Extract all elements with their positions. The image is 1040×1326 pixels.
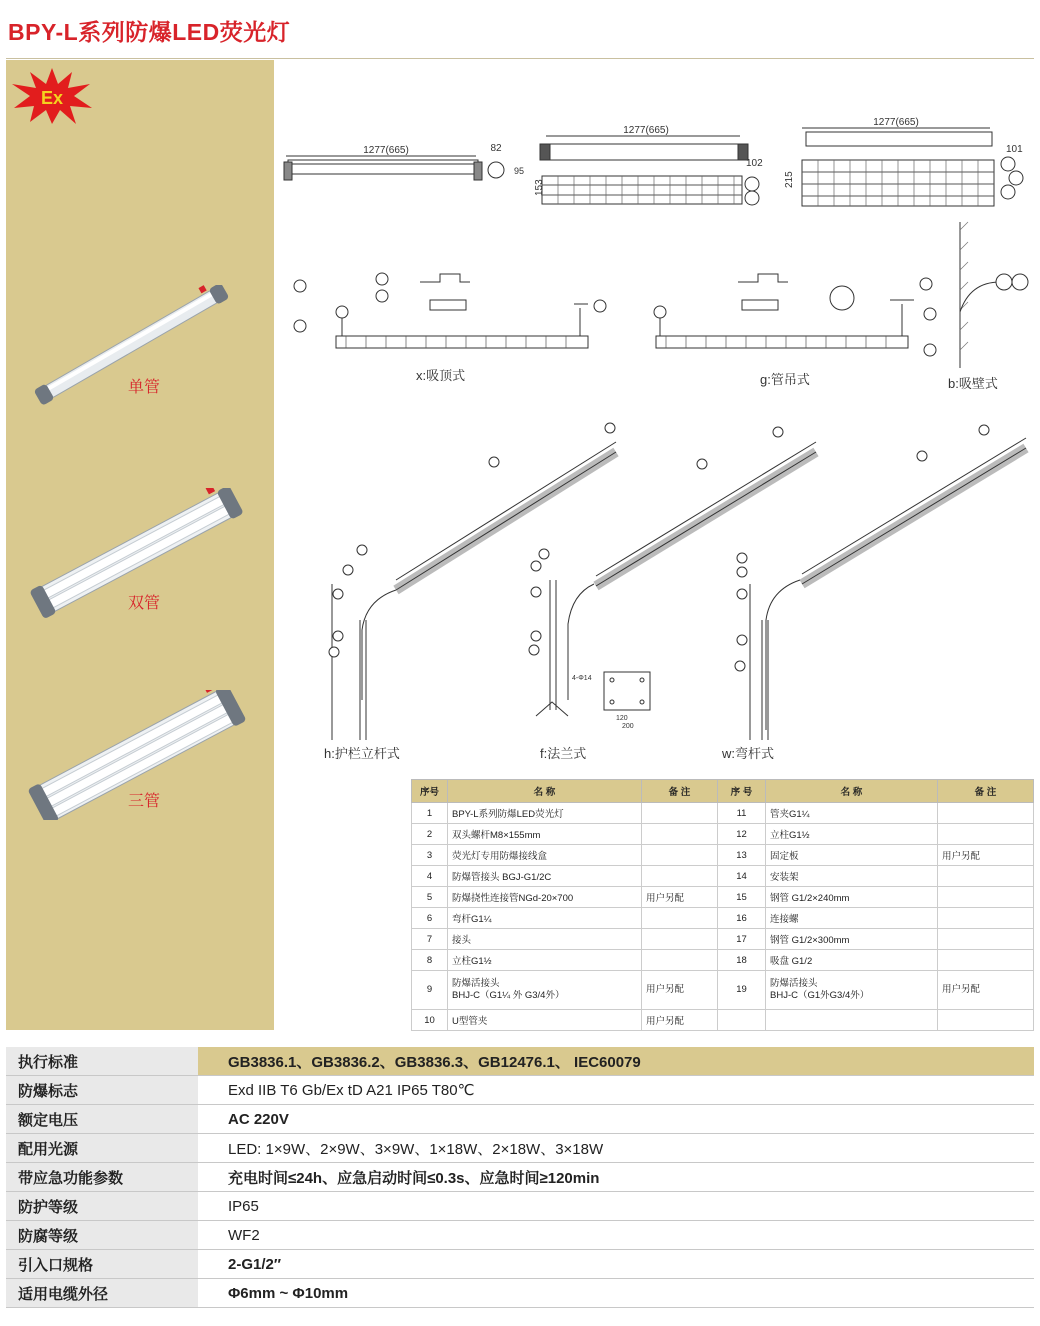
cell-name: 立柱G1½ bbox=[766, 824, 938, 845]
dim-single-width: 82 bbox=[490, 143, 502, 154]
cell-note: 用户另配 bbox=[642, 1010, 718, 1031]
single-tube-label: 单管 bbox=[128, 379, 161, 396]
spec-key: 额定电压 bbox=[6, 1105, 198, 1134]
triple-fixture-dimension-view bbox=[784, 117, 1023, 206]
spec-value: AC 220V bbox=[198, 1105, 1034, 1134]
cell-note bbox=[938, 824, 1034, 845]
wall-mount-label: b:吸壁式 bbox=[948, 376, 998, 391]
cell-no: 10 bbox=[412, 1010, 448, 1031]
table-row bbox=[412, 908, 1034, 929]
table-row bbox=[412, 1010, 1034, 1031]
dim-length-triple: 1277(665) bbox=[873, 117, 919, 128]
spec-value: WF2 bbox=[198, 1221, 1034, 1250]
col-header-no: 序号 bbox=[412, 780, 448, 803]
col-header-note-2: 备 注 bbox=[938, 780, 1034, 803]
table-row bbox=[412, 824, 1034, 845]
dim-length-double: 1277(665) bbox=[623, 125, 669, 136]
cell-note bbox=[938, 950, 1034, 971]
pendant-mount-label: g:管吊式 bbox=[760, 372, 810, 387]
cell-name: 管夹G1¼ bbox=[766, 803, 938, 824]
cell-no: 19 bbox=[718, 971, 766, 1010]
cell-note bbox=[642, 824, 718, 845]
spec-value: 2-G1/2″ bbox=[198, 1250, 1034, 1279]
spec-key: 执行标准 bbox=[6, 1047, 198, 1076]
table-row bbox=[412, 929, 1034, 950]
spec-row bbox=[6, 1047, 1034, 1076]
cell-no: 15 bbox=[718, 887, 766, 908]
cell-note bbox=[938, 1010, 1034, 1031]
cell-name: 立柱G1½ bbox=[448, 950, 642, 971]
guardrail-mount-label: h:护栏立杆式 bbox=[324, 746, 400, 761]
cell-name: 荧光灯专用防爆接线盒 bbox=[448, 845, 642, 866]
triple-tube-label: 三管 bbox=[128, 793, 161, 810]
spec-row bbox=[6, 1076, 1034, 1105]
spec-value: 充电时间≤24h、应急启动时间≤0.3s、应急时间≥120min bbox=[198, 1163, 1034, 1192]
cell-no: 13 bbox=[718, 845, 766, 866]
cell-note bbox=[938, 908, 1034, 929]
cell-note: 用户另配 bbox=[642, 971, 718, 1010]
title-divider bbox=[6, 58, 1034, 59]
cell-note bbox=[938, 866, 1034, 887]
cell-name: 防爆挠性连接管NGd-20×700 bbox=[448, 887, 642, 908]
cell-no: 4 bbox=[412, 866, 448, 887]
cell-no: 12 bbox=[718, 824, 766, 845]
spec-key: 配用光源 bbox=[6, 1134, 198, 1163]
flange-width-mark-2: 200 bbox=[622, 723, 634, 730]
col-header-note: 备 注 bbox=[642, 780, 718, 803]
cell-name: 弯杆G1¼ bbox=[448, 908, 642, 929]
dim-triple-height: 215 bbox=[784, 171, 795, 188]
table-row bbox=[412, 845, 1034, 866]
flange-hole-mark: 4-Φ14 bbox=[572, 675, 592, 682]
cell-no: 6 bbox=[412, 908, 448, 929]
cell-no bbox=[718, 1010, 766, 1031]
dim-double-height: 153 bbox=[534, 179, 545, 196]
dim-triple-width: 101 bbox=[1006, 144, 1023, 155]
guardrail-pole-mount-diagram bbox=[329, 423, 616, 740]
cell-name: 防爆活接头 BHJ-C（G1¼ 外 G3/4外） bbox=[448, 971, 642, 1010]
wall-mount-diagram bbox=[960, 222, 1028, 368]
cell-note: 用户另配 bbox=[938, 845, 1034, 866]
dim-double-width: 102 bbox=[746, 158, 763, 169]
cell-no: 18 bbox=[718, 950, 766, 971]
ceiling-mount-diagram bbox=[294, 273, 606, 348]
cell-name: 钢管 G1/2×300mm bbox=[766, 929, 938, 950]
spec-row bbox=[6, 1163, 1034, 1192]
cell-note bbox=[938, 803, 1034, 824]
cell-no: 9 bbox=[412, 971, 448, 1010]
cell-no: 5 bbox=[412, 887, 448, 908]
spec-table bbox=[6, 1047, 1034, 1308]
pendant-mount-diagram bbox=[654, 274, 936, 356]
dim-length-single: 1277(665) bbox=[363, 145, 409, 156]
spec-key: 引入口规格 bbox=[6, 1250, 198, 1279]
table-row bbox=[412, 887, 1034, 908]
cell-no: 2 bbox=[412, 824, 448, 845]
cell-name: 安装架 bbox=[766, 866, 938, 887]
cell-no: 17 bbox=[718, 929, 766, 950]
table-row bbox=[412, 803, 1034, 824]
cell-note bbox=[642, 845, 718, 866]
cell-name: 双头螺杆M8×155mm bbox=[448, 824, 642, 845]
cell-note bbox=[938, 887, 1034, 908]
cell-note bbox=[642, 866, 718, 887]
spec-value: IP65 bbox=[198, 1192, 1034, 1221]
parts-table bbox=[411, 779, 1034, 1031]
table-row bbox=[412, 971, 1034, 1010]
table-row bbox=[412, 866, 1034, 887]
spec-row bbox=[6, 1250, 1034, 1279]
flange-mount-label: f:法兰式 bbox=[540, 746, 587, 761]
spec-value: Φ6mm ~ Φ10mm bbox=[198, 1279, 1034, 1308]
cell-name bbox=[766, 1010, 938, 1031]
spec-row bbox=[6, 1105, 1034, 1134]
ceiling-mount-label: x:吸顶式 bbox=[416, 368, 466, 383]
cell-note bbox=[642, 929, 718, 950]
table-row bbox=[412, 950, 1034, 971]
spec-value: LED: 1×9W、2×9W、3×9W、1×18W、2×18W、3×18W bbox=[198, 1134, 1034, 1163]
flange-width-mark-1: 120 bbox=[616, 715, 628, 722]
cell-name: U型管夹 bbox=[448, 1010, 642, 1031]
spec-key: 防护等级 bbox=[6, 1192, 198, 1221]
cell-no: 14 bbox=[718, 866, 766, 887]
spec-row bbox=[6, 1221, 1034, 1250]
spec-key: 防爆标志 bbox=[6, 1076, 198, 1105]
bent-pole-mount-label: w:弯杆式 bbox=[722, 746, 775, 761]
cell-note: 用户另配 bbox=[642, 887, 718, 908]
spec-value: GB3836.1、GB3836.2、GB3836.3、GB12476.1、 IEC60079 bbox=[198, 1047, 1034, 1076]
flange-mount-diagram bbox=[529, 427, 816, 730]
cell-name: BPY-L系列防爆LED荧光灯 bbox=[448, 803, 642, 824]
cell-name: 钢管 G1/2×240mm bbox=[766, 887, 938, 908]
dim-single-height: 95 bbox=[514, 166, 525, 176]
cell-name: 接头 bbox=[448, 929, 642, 950]
cell-note bbox=[642, 908, 718, 929]
ex-explosion-proof-icon bbox=[10, 66, 94, 126]
parts-table-header bbox=[412, 780, 1034, 803]
cell-no: 1 bbox=[412, 803, 448, 824]
spec-key: 防腐等级 bbox=[6, 1221, 198, 1250]
cell-note bbox=[642, 803, 718, 824]
double-fixture-dimension-view bbox=[534, 125, 763, 205]
spec-value: Exd IIB T6 Gb/Ex tD A21 IP65 T80℃ bbox=[198, 1076, 1034, 1105]
spec-row bbox=[6, 1134, 1034, 1163]
cell-note bbox=[938, 929, 1034, 950]
spec-row bbox=[6, 1192, 1034, 1221]
spec-key: 带应急功能参数 bbox=[6, 1163, 198, 1192]
spec-row bbox=[6, 1279, 1034, 1308]
col-header-name: 名 称 bbox=[448, 780, 642, 803]
cell-name: 固定板 bbox=[766, 845, 938, 866]
cell-no: 8 bbox=[412, 950, 448, 971]
spec-key: 适用电缆外径 bbox=[6, 1279, 198, 1308]
cell-name: 连接螺 bbox=[766, 908, 938, 929]
col-header-no-2: 序 号 bbox=[718, 780, 766, 803]
cell-note bbox=[642, 950, 718, 971]
cell-note: 用户另配 bbox=[938, 971, 1034, 1010]
cell-no: 3 bbox=[412, 845, 448, 866]
cell-name: 吸盘 G1/2 bbox=[766, 950, 938, 971]
double-tube-label: 双管 bbox=[128, 595, 161, 612]
ex-mark-text: Ex bbox=[40, 88, 64, 108]
cell-no: 7 bbox=[412, 929, 448, 950]
cell-no: 11 bbox=[718, 803, 766, 824]
single-fixture-dimension-view bbox=[284, 143, 524, 180]
page-title: BPY-L系列防爆LED荧光灯 bbox=[8, 19, 291, 45]
cell-name: 防爆管接头 BGJ-G1/2C bbox=[448, 866, 642, 887]
cell-no: 16 bbox=[718, 908, 766, 929]
cell-name: 防爆活接头 BHJ-C（G1外G3/4外） bbox=[766, 971, 938, 1010]
col-header-name-2: 名 称 bbox=[766, 780, 938, 803]
